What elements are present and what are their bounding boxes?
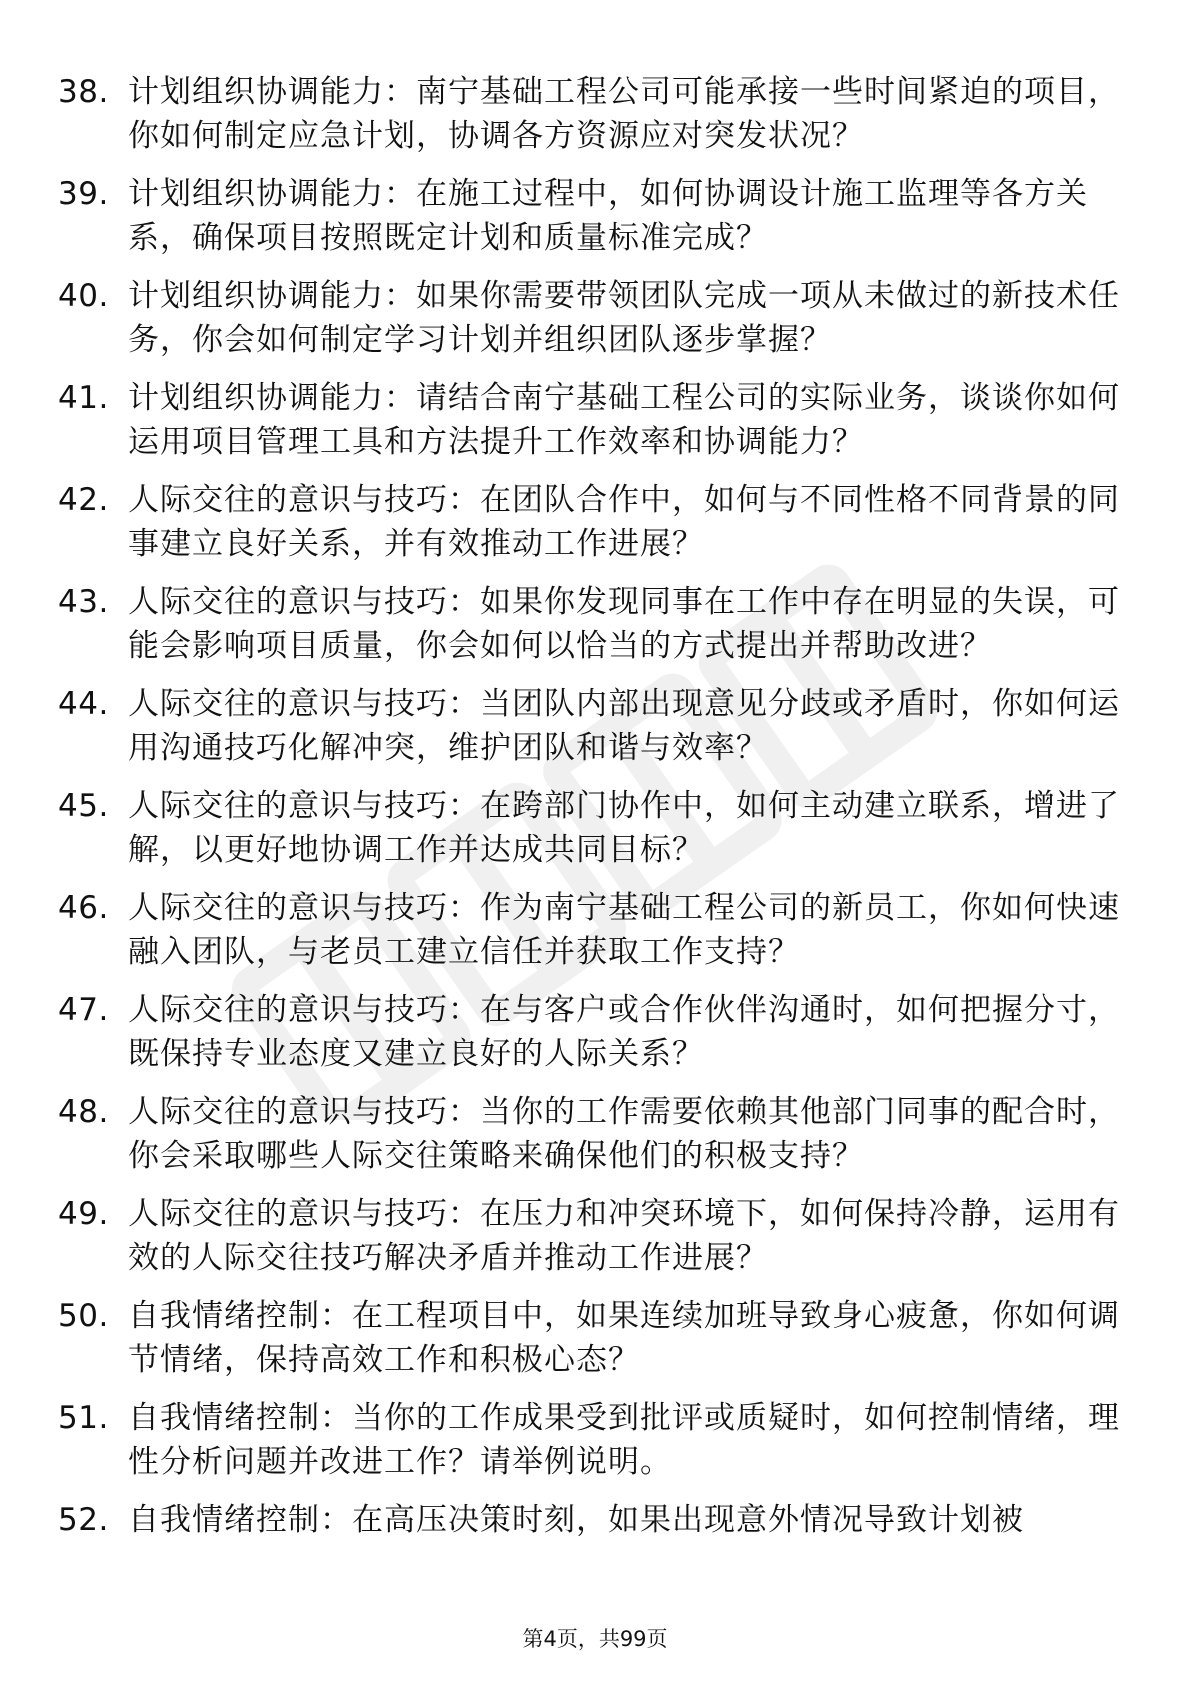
list-item	[58, 682, 1138, 770]
list-item	[58, 1396, 1138, 1484]
list-item	[58, 1294, 1138, 1382]
question-text: 自我情绪控制：在高压决策时刻，如果出现意外情况导致计划被	[128, 1502, 1024, 1538]
page-number-footer: 第4页，共99页	[522, 1627, 668, 1651]
question-number: 41.	[58, 380, 109, 416]
question-text: 人际交往的意识与技巧：作为南宁基础工程公司的新员工，你如何快速融入团队，与老员工建立信任并获取工作支持？	[128, 890, 1120, 970]
list-item	[58, 1498, 1138, 1542]
question-text: 人际交往的意识与技巧：如果你发现同事在工作中存在明显的失误，可能会影响项目质量，你会如何以恰当的方式提出并帮助改进？	[128, 584, 1120, 664]
list-item	[58, 478, 1138, 566]
question-number: 40.	[58, 278, 109, 314]
list-item	[58, 70, 1138, 158]
question-number: 44.	[58, 686, 109, 722]
question-number: 38.	[58, 74, 109, 110]
question-text: 自我情绪控制：在工程项目中，如果连续加班导致身心疲惫，你如何调节情绪，保持高效工作和积极心态？	[128, 1298, 1120, 1378]
list-item	[58, 376, 1138, 464]
list-item	[58, 1090, 1138, 1178]
question-number: 46.	[58, 890, 109, 926]
question-text: 自我情绪控制：当你的工作成果受到批评或质疑时，如何控制情绪，理性分析问题并改进工作？请举例说明。	[128, 1400, 1120, 1480]
question-number: 50.	[58, 1298, 109, 1334]
question-text: 人际交往的意识与技巧：当你的工作需要依赖其他部门同事的配合时，你会采取哪些人际交往策略来确保他们的积极支持？	[128, 1094, 1120, 1174]
list-item	[58, 580, 1138, 668]
list-item	[58, 988, 1138, 1076]
list-item	[58, 274, 1138, 362]
question-text: 人际交往的意识与技巧：当团队内部出现意见分歧或矛盾时，你如何运用沟通技巧化解冲突，维护团队和谐与效率？	[128, 686, 1120, 766]
question-list	[58, 70, 1138, 1556]
question-text: 计划组织协调能力：如果你需要带领团队完成一项从未做过的新技术任务，你会如何制定学习计划并组织团队逐步掌握？	[128, 278, 1120, 358]
question-text: 人际交往的意识与技巧：在与客户或合作伙伴沟通时，如何把握分寸，既保持专业态度又建立良好的人际关系？	[128, 992, 1120, 1072]
question-number: 48.	[58, 1094, 109, 1130]
question-number: 42.	[58, 482, 109, 518]
question-number: 47.	[58, 992, 109, 1028]
question-text: 人际交往的意识与技巧：在团队合作中，如何与不同性格不同背景的同事建立良好关系，并有效推动工作进展？	[128, 482, 1120, 562]
list-item	[58, 784, 1138, 872]
question-number: 39.	[58, 176, 109, 212]
question-number: 43.	[58, 584, 109, 620]
list-item	[58, 172, 1138, 260]
question-text: 计划组织协调能力：在施工过程中，如何协调设计施工监理等各方关系，确保项目按照既定计划和质量标准完成？	[128, 176, 1088, 256]
list-item	[58, 1192, 1138, 1280]
question-number: 51.	[58, 1400, 109, 1436]
question-text: 计划组织协调能力：南宁基础工程公司可能承接一些时间紧迫的项目，你如何制定应急计划，协调各方资源应对突发状况？	[128, 74, 1120, 154]
question-number: 45.	[58, 788, 109, 824]
question-text: 计划组织协调能力：请结合南宁基础工程公司的实际业务，谈谈你如何运用项目管理工具和方法提升工作效率和协调能力？	[128, 380, 1120, 460]
question-text: 人际交往的意识与技巧：在压力和冲突环境下，如何保持冷静，运用有效的人际交往技巧解决矛盾并推动工作进展？	[128, 1196, 1120, 1276]
list-item	[58, 886, 1138, 974]
question-number: 52.	[58, 1502, 109, 1538]
question-text: 人际交往的意识与技巧：在跨部门协作中，如何主动建立联系，增进了解，以更好地协调工作并达成共同目标？	[128, 788, 1120, 868]
question-number: 49.	[58, 1196, 109, 1232]
